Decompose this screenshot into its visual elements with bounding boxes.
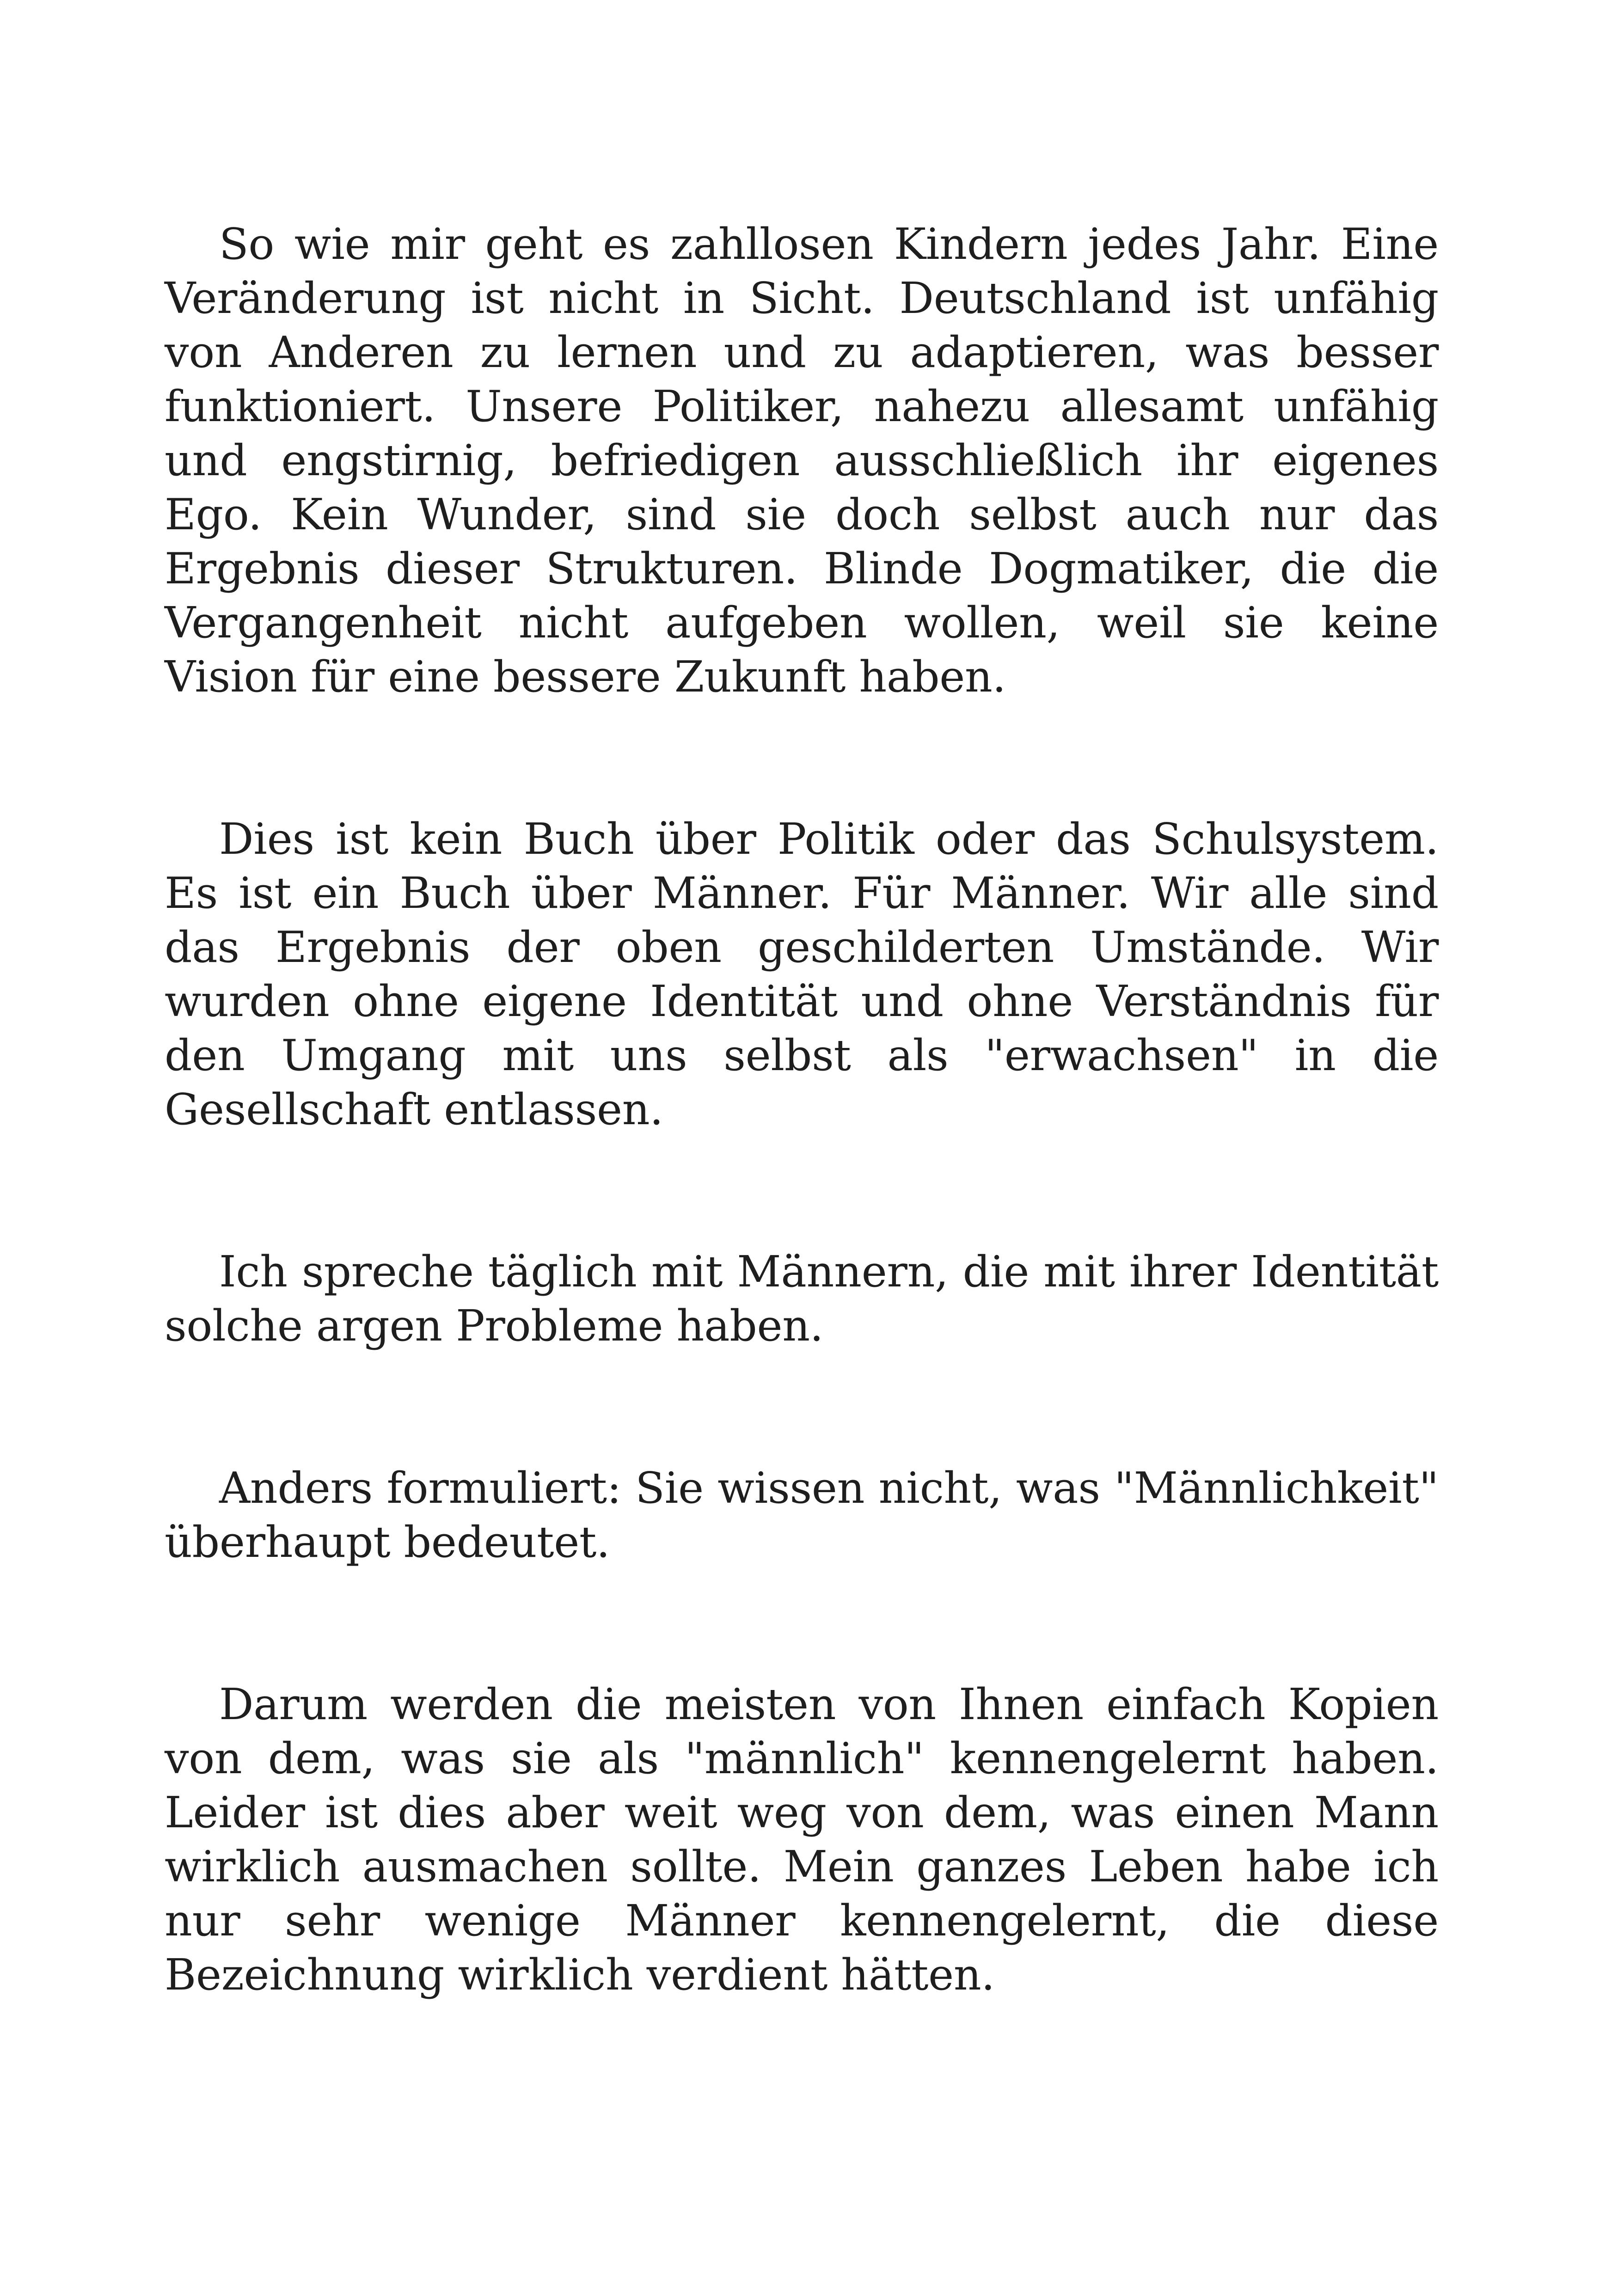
paragraph: Darum werden die meisten von Ihnen einfach Kopien von dem, was sie als "männlich" kennengelernt haben. Leider ist dies aber weit weg von dem, was einen Mann wirklich ausmachen sollte. Mein ganzes Leben habe ich nur sehr wenige Männer kennengelernt, die diese Bezeichnung wirklich verdient hätten. <box>165 1679 1439 2000</box>
paragraph: Ich spreche täglich mit Männern, die mit ihrer Identität solche argen Probleme haben. <box>165 1247 1439 1351</box>
paragraph: Anders formuliert: Sie wissen nicht, was "Männlichkeit" überhaupt bedeutet. <box>165 1463 1439 1567</box>
paragraph: So wie mir geht es zahllosen Kindern jedes Jahr. Eine Veränderung ist nicht in Sicht. Deutschland ist unfähig von Anderen zu lernen und zu adaptieren, was besser funktioniert. Unsere Politiker, nahezu allesamt unfähig und engstirnig, befriedigen ausschließlich ihr eigenes Ego. Kein Wunder, sind sie doch selbst auch nur das Ergebnis dieser Strukturen. Blinde Dogmatiker, die die Vergangenheit nicht aufgeben wollen, weil sie keine Vision für eine bessere Zukunft haben. <box>165 219 1439 702</box>
paragraph: Dies ist kein Buch über Politik oder das Schulsystem. Es ist ein Buch über Männer. Für Männer. Wir alle sind das Ergebnis der oben geschilderten Umstände. Wir wurden ohne eigene Identität und ohne Verständnis für den Umgang mit uns selbst als "erwachsen" in die Gesellschaft entlassen. <box>165 814 1439 1134</box>
body-text <box>165 217 1439 2002</box>
